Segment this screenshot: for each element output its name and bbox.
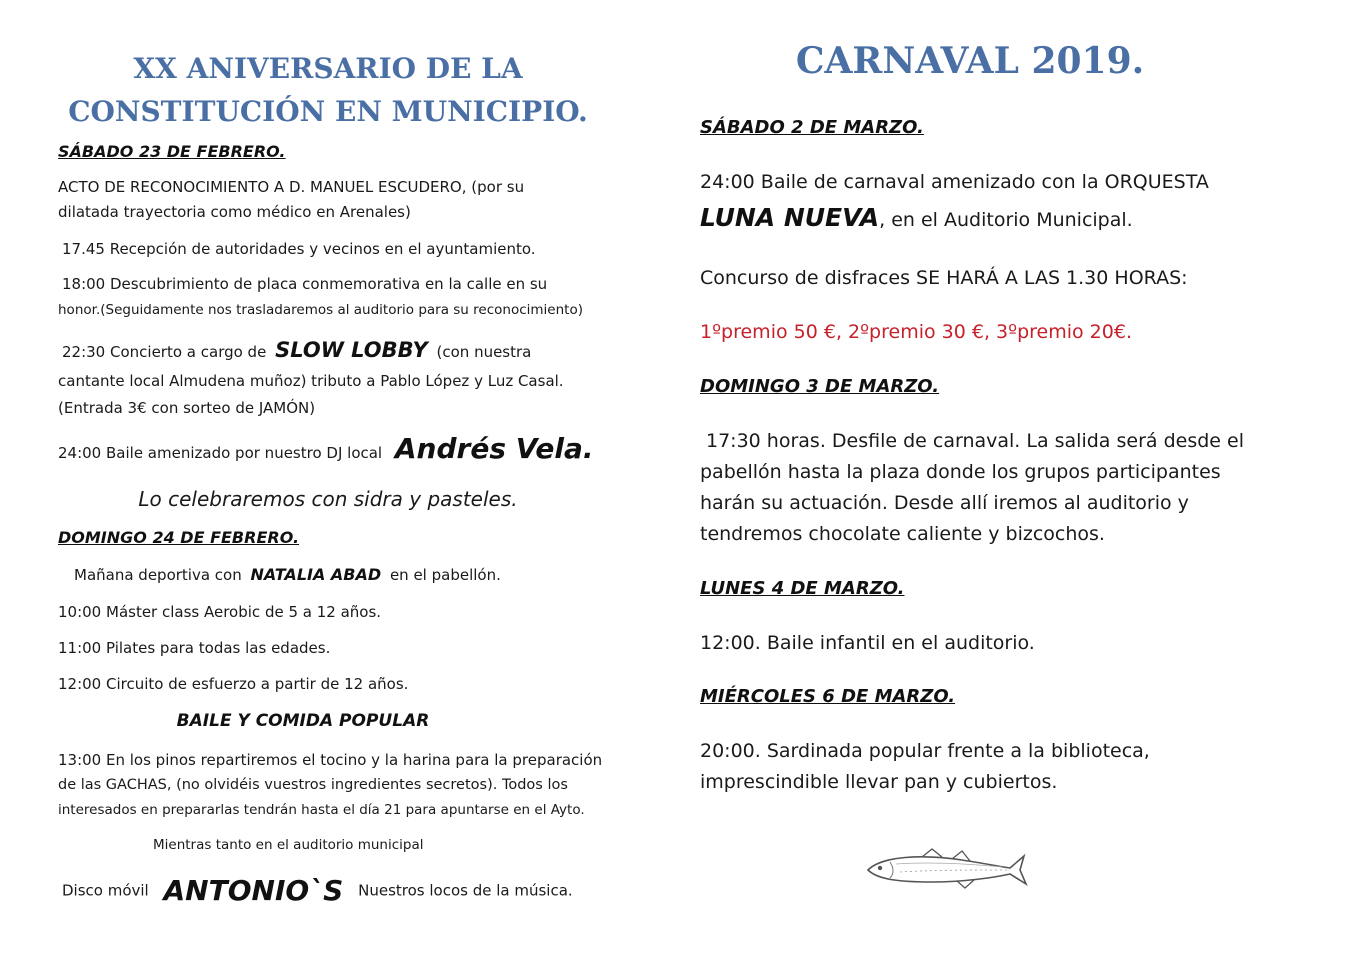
sunday-heading: DOMINGO 24 DE FEBRERO. bbox=[58, 528, 300, 547]
sat-march-line1: 24:00 Baile de carnaval amenizado con la ORQUESTA bbox=[700, 171, 1209, 193]
sardine-fish-icon bbox=[862, 842, 1032, 898]
lunch-line2: de las GACHAS, (no olvidéis vuestros ingredientes secretos). Todos los bbox=[58, 777, 568, 793]
right-title: CARNAVAL 2019. bbox=[795, 40, 1145, 82]
dance-dj: Andrés Vela. bbox=[394, 432, 594, 465]
sat-march-heading: SÁBADO 2 DE MARZO. bbox=[700, 117, 924, 138]
concert-line3: (Entrada 3€ con sorteo de JAMÓN) bbox=[58, 399, 316, 417]
disco-pre: Disco móvil bbox=[62, 881, 149, 900]
disco-line bbox=[62, 874, 573, 907]
concert-line2: cantante local Almudena muñoz) tributo a Pablo López y Luz Casal. bbox=[58, 372, 564, 390]
item3-line2: honor.(Seguidamente nos trasladaremos al auditorio para su reconocimiento) bbox=[58, 302, 583, 318]
wed-march-line1: 20:00. Sardinada popular frente a la biblioteca, bbox=[700, 740, 1150, 762]
lunch-line3: interesados en prepararlas tendrán hasta el día 21 para apuntarse en el Ayto. bbox=[58, 802, 585, 818]
item1-line1: ACTO DE RECONOCIMIENTO A D. MANUEL ESCUDERO, (por su bbox=[58, 178, 525, 196]
concert-line1 bbox=[62, 338, 531, 362]
concert-band: SLOW LOBBY bbox=[275, 338, 428, 362]
sun-march-line1: 17:30 horas. Desfile de carnaval. La salida será desde el bbox=[706, 430, 1244, 452]
item1-line2: dilatada trayectoria como médico en Arenales) bbox=[58, 203, 411, 221]
wed-march-heading: MIÉRCOLES 6 DE MARZO. bbox=[700, 686, 956, 707]
sun-march-heading: DOMINGO 3 DE MARZO. bbox=[700, 376, 940, 397]
item2: 17.45 Recepción de autoridades y vecinos en el ayuntamiento. bbox=[62, 240, 536, 258]
sun-march-line3: harán su actuación. Desde allí iremos al auditorio y bbox=[700, 492, 1189, 514]
item3-line1: 18:00 Descubrimiento de placa conmemorativa en la calle en su bbox=[62, 275, 548, 293]
luna-nueva-band: LUNA NUEVA bbox=[700, 203, 880, 232]
sun-march-line4: tendremos chocolate caliente y bizcochos. bbox=[700, 523, 1105, 545]
celebrate-text: Lo celebraremos con sidra y pasteles. bbox=[138, 487, 518, 511]
left-title-line1: XX ANIVERSARIO DE LA bbox=[133, 52, 523, 85]
concert-post: (con nuestra bbox=[436, 343, 532, 361]
lunch-line1: 13:00 En los pinos repartiremos el tocino y la harina para la preparación bbox=[58, 751, 603, 769]
sat-march-line2-post: , en el Auditorio Municipal. bbox=[879, 209, 1133, 231]
popular-heading: BAILE Y COMIDA POPULAR bbox=[176, 711, 430, 731]
morning-name: NATALIA ABAD bbox=[250, 565, 382, 584]
sport-item-3: 12:00 Circuito de esfuerzo a partir de 12 años. bbox=[58, 675, 409, 693]
sun-march-line2: pabellón hasta la plaza donde los grupos participantes bbox=[700, 461, 1221, 483]
sat-march-line2 bbox=[700, 203, 1133, 232]
mon-march-line: 12:00. Baile infantil en el auditorio. bbox=[700, 632, 1035, 654]
sport-item-1: 10:00 Máster class Aerobic de 5 a 12 años. bbox=[58, 603, 382, 621]
wed-march-line2: imprescindible llevar pan y cubiertos. bbox=[700, 771, 1058, 793]
contest-text: Concurso de disfraces SE HARÁ A LAS 1.30 HORAS: bbox=[700, 267, 1188, 289]
morning-post: en el pabellón. bbox=[389, 566, 501, 584]
meanwhile-text: Mientras tanto en el auditorio municipal bbox=[153, 837, 424, 853]
saturday-heading: SÁBADO 23 DE FEBRERO. bbox=[58, 142, 286, 161]
dance-line bbox=[58, 432, 594, 465]
prizes-text: 1ºpremio 50 €, 2ºpremio 30 €, 3ºpremio 20€. bbox=[700, 321, 1132, 343]
morning-line bbox=[74, 565, 501, 584]
sport-item-2: 11:00 Pilates para todas las edades. bbox=[58, 639, 331, 657]
concert-pre: 22:30 Concierto a cargo de bbox=[62, 343, 267, 361]
left-title-line2: CONSTITUCIÓN EN MUNICIPIO. bbox=[68, 95, 588, 128]
disco-name: ANTONIO`S bbox=[163, 874, 344, 907]
disco-post: Nuestros locos de la música. bbox=[358, 881, 573, 900]
morning-pre: Mañana deportiva con bbox=[74, 566, 242, 584]
dance-pre: 24:00 Baile amenizado por nuestro DJ local bbox=[58, 444, 383, 462]
mon-march-heading: LUNES 4 DE MARZO. bbox=[700, 578, 905, 599]
